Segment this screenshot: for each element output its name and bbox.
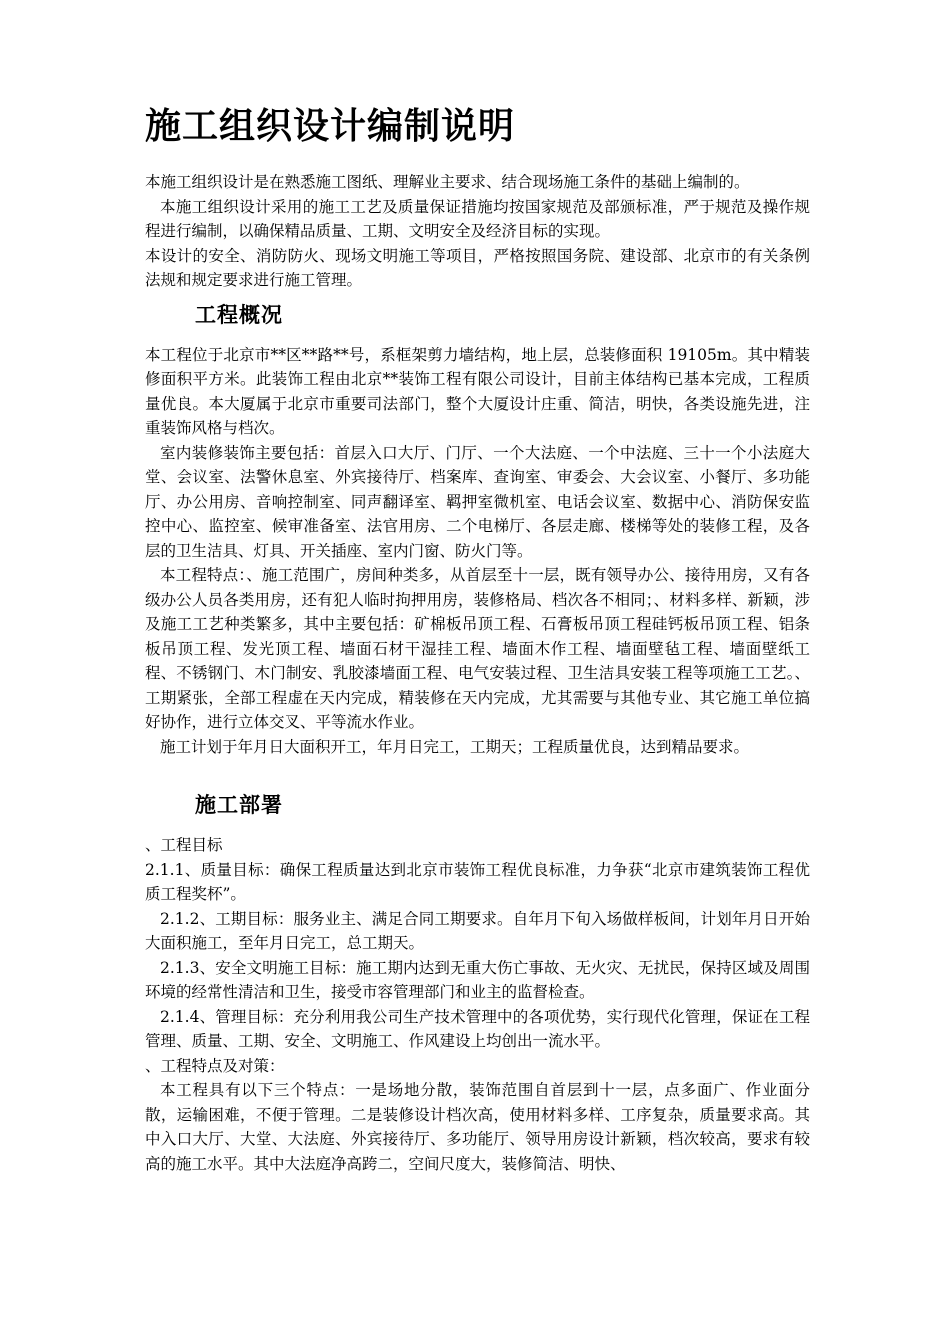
- features-label: 、工程特点及对策：: [145, 1056, 285, 1075]
- overview-paragraph-4: 施工计划于年月日大面积开工，年月日完工，工期天；工程质量优良，达到精品要求。: [160, 737, 750, 756]
- intro-paragraph-3: 本设计的安全、消防防火、现场文明施工等项目，严格按照国务院、建设部、北京市的有关条例法规和规定要求进行施工管理。: [145, 246, 810, 289]
- deployment-heading: 施工部署: [195, 792, 283, 817]
- overview-heading: 工程概况: [195, 301, 283, 327]
- goals-label: 、工程目标: [145, 836, 223, 854]
- intro-paragraph-1: 本施工组织设计是在熟悉施工图纸、理解业主要求、结合现场施工条件的基础上编制的。: [145, 173, 750, 191]
- intro-paragraph-2: 本施工组织设计采用的施工工艺及质量保证措施均按国家规范及部颁标准，严于规范及操作规程进行编制，以确保精品质量、工期、文明安全及经济目标的实现。: [145, 197, 810, 240]
- overview-paragraph-1: 本工程位于北京市**区**路**号，系框架剪力墙结构，地上层，总装修面积 19105m。其中精装修面积平方米。此装饰工程由北京**装饰工程有限公司设计，目前主体结构已基本完成，工程质量优良。本大厦属于北京市重要司法部门，整个大厦设计庄重、简洁，明快，各类设施先进，注重装饰风格与档次。: [145, 345, 810, 437]
- overview-paragraph-2: 室内装修装饰主要包括：首层入口大厅、门厅、一个大法庭、一个中法庭、三十一个小法庭大堂、会议室、法警休息室、外宾接待厅、档案库、查询室、审委会、大会议室、小餐厅、多功能厅、办公用房、音响控制室、同声翻译室、羁押室微机室、电话会议室、数据中心、消防保安监控中心、监控室、候审准备室、法官用房、二个电梯厅、各层走廊、楼梯等处的装修工程，及各层的卫生洁具、灯具、开关插座、室内门窗、防火门等。: [145, 443, 810, 560]
- overview-paragraph-3: 本工程特点：、施工范围广，房间种类多，从首层至十一层，既有领导办公、接待用房，又有各级办公人员各类用房，还有犯人临时拘押用房，装修格局、档次各不相同；、材料多样、新颖，涉及施工工艺种类繁多，其中主要包括：矿棉板吊顶工程、石膏板吊顶工程硅钙板吊顶工程、铝条板吊顶工程、发光顶工程、墙面石材干湿挂工程、墙面木作工程、墙面壁毡工程、墙面壁纸工程、不锈钢门、木门制安、乳胶漆墙面工程、电气安装过程、卫生洁具安装工程等项施工工艺。、工期紧张，全部工程虚在天内完成，精装修在天内完成，尤其需要与其他专业、其它施工单位搞好协作，进行立体交叉、平等流水作业。: [145, 566, 810, 731]
- document-title: 施工组织设计编制说明: [145, 105, 516, 147]
- document-page: [145, 96, 810, 1176]
- goal-safety: 2.1.3、安全文明施工目标：施工期内达到无重大伤亡事故、无火灾、无扰民，保持区域及周围环境的经常性清洁和卫生，接受市容管理部门和业主的监督检查。: [145, 958, 810, 1001]
- features-paragraph: 本工程具有以下三个特点：一是场地分散，装饰范围自首层到十一层，点多面广、作业面分散，运输困难，不便于管理。二是装修设计档次高，使用材料多样、工序复杂，质量要求高。其中入口大厅、大堂、大法庭、外宾接待厅、多功能厅、领导用房设计新颖，档次较高，要求有较高的施工水平。其中大法庭净高跨二，空间尺度大，装修简洁、明快、: [145, 1081, 810, 1173]
- goal-schedule: 2.1.2、工期目标：服务业主、满足合同工期要求。自年月下旬入场做样板间，计划年月日开始大面积施工，至年月日完工，总工期天。: [145, 909, 810, 952]
- goal-management: 2.1.4、管理目标：充分利用我公司生产技术管理中的各项优势，实行现代化管理，保证在工程管理、质量、工期、安全、文明施工、作风建设上均创出一流水平。: [145, 1007, 810, 1050]
- goal-quality: 2.1.1、质量目标：确保工程质量达到北京市装饰工程优良标准，力争获“北京市建筑装饰工程优质工程奖杯”。: [145, 860, 810, 903]
